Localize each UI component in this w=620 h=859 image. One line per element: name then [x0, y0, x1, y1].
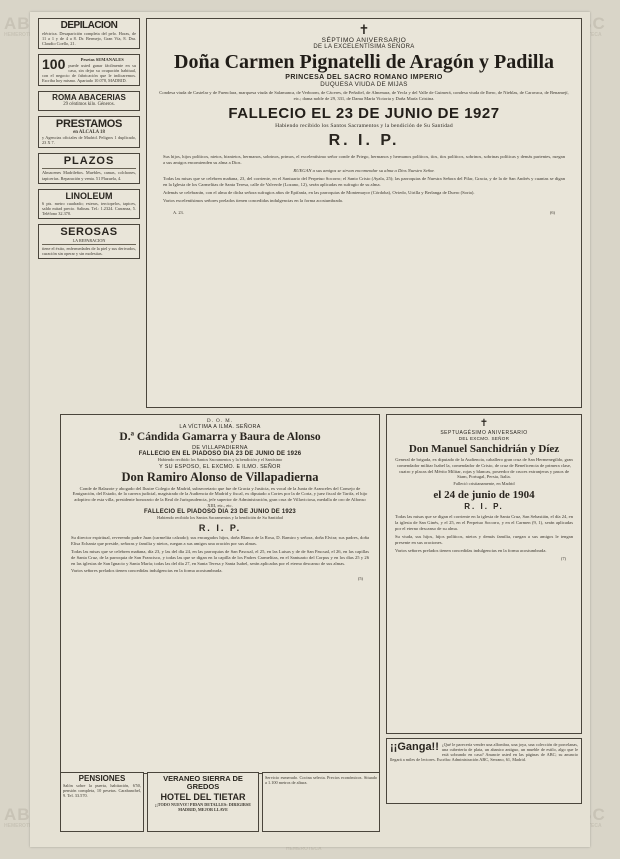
obituary-signature-right: (6) [549, 210, 555, 216]
obituary2-name-1: D.ª Cándida Gamarra y Baura de Alonso [119, 431, 321, 443]
ad-veraneo [147, 772, 259, 832]
anniversary-line-2: DE LA EXCELENTÍSIMA SEÑORA [313, 44, 415, 50]
ad-cien-pesetas-body: puede usted ganar fácilmente en su casa, sin dejar su ocupación habitual, con el negocio de fabricación que le indicaremos. Escriba hoy mismo. Apartado 10.078, MADRID. [42, 62, 136, 83]
bottom-ad-row [60, 772, 380, 832]
ad-plazos [38, 153, 140, 183]
ad-cien-pesetas [38, 54, 140, 86]
ad-veraneo-title: VERANEO SIERRA DE GREDOS [163, 774, 243, 792]
ad-serosas [38, 224, 140, 259]
obituary2-paragraph: Su director espiritual, reverendo padre Juan (carmelita calzado); sus encargados hijos, doña Blanca de la Rosa, D. Ramiro y señora, doña Elvira; sus padres, doña Elisa Echaniz que preside, señoras y familia y nietos, ruegan a sus amigos una oración por sus almas. [71, 534, 369, 546]
ad-depilacion-title: DEPILACION [60, 20, 118, 31]
obituary2-death-date-2: FALLECIO EL PIADOSO DIA 23 DE JUNIO DE 1923 [144, 509, 296, 516]
ad-prestamos [38, 116, 140, 149]
ad-ganga-title: ¡¡Ganga!! [390, 741, 439, 753]
obituary3-death-date: el 24 de junio de 1904 [433, 489, 535, 502]
watermark-abc: ABC HEMEROTECA [4, 805, 44, 829]
obituary3-paragraph: Su viuda, sus hijos, hijos políticos, nietos y demás familia, ruegan a sus amigos le tengan presente en sus oraciones. [395, 534, 573, 546]
ad-servicio [262, 772, 380, 832]
obituary2-paragraph: Varios señores prelados tienen concedidas indulgencias en la forma acostumbrada. [71, 568, 223, 574]
obituary-villapadierna [60, 414, 380, 774]
left-ad-column [38, 18, 140, 264]
sacraments-note: Habiendo recibido los Santos Sacramentos y la bendición de Su Santidad [275, 123, 453, 130]
deceased-title-2: DUQUESA VIUDA DE MIJAS [320, 81, 408, 88]
obituary3-lead-2: DEL EXCMO. SEÑOR [458, 436, 510, 441]
anniversary-line-1: SÉPTIMO ANIVERSARIO [321, 37, 407, 44]
ad-serosas-body: tiene el éxito, enfermedades de la piel y sus derivados, curación sin operar y sin molestias. [42, 245, 136, 256]
obituary3-titles: General de brigada, ex diputado de la Audiencia, caballero gran cruz de San Hermenegildo, gran comendador militar Isabel la, comendador de Cristo, de cruz de Beneficencia de primera clase, cuatro y placas del Mérito Militar, rojas y blancas, poseedor de cruces extranjeras y pasos de Siam, Portugal, Persia, Italia. [395, 457, 573, 480]
ad-linoleum [38, 189, 140, 219]
ad-prestamos-body: y Agencias oficiales de Madrid. Peligros 1 duplicado, 23 X 7. [42, 135, 136, 146]
obituary2-signature: (5) [357, 576, 363, 582]
obituary2-death-date-1: FALLECIO EN EL PIADOSO DIA 23 DE JUNIO DE 1926 [138, 450, 302, 457]
obituary2-lead: LA VÍCTIMA A ILMA. SEÑORA [179, 424, 261, 430]
obituary2-titles: Conde de Balazote y abogado del Ilustre Colegio de Madrid, subsecretario que fue de Gracia y Justicia, ex vocal de la Junta de Aranceles del Consejo de Emigración, del Estado, de la carrera judicial, magistrado de la Audiencia de Madrid y fiscal, ex diputado a Cortes por la de Coria, y juez fiscal de Tarifa, el hijo adoptivo de esta villa, presidente honorario de la Real de Jurisprudencia, jefe superior de Administración, gran cruz de Villaviciosa, medalla de oro de Alfonso XIII, etc., etc. [72, 485, 368, 508]
obituary-paragraph: RUEGAN a sus amigos se sirvan encomendar su alma a Dios Nuestro Señor. [293, 168, 435, 174]
dom-label: D. O. M. [207, 419, 233, 424]
ad-ganga [386, 738, 582, 804]
obituary-paragraph: Sus hijos, hijos políticos, nietos, biznietos, hermanos, sobrinos, primos, el excelentísimo señor conde de Priego, hermanos y hermanos políticos, tíos, tíos políticos, sobrinos, sobrinas políticas y demás parientes, ruegan a sus amigos encomienden su alma a Dios. [163, 154, 565, 166]
obituary-paragraph: Además se celebrarán, con el alma de dicha señora sufragios años de Epifanía, en las parroquias de Montemayor (Córdoba), Oviedo, Utrilla y Berlanga de Duero (Soria). [163, 190, 475, 196]
deceased-relatives: Condesa viuda de Castelar y de Fuenclara, marquesa viuda de Salamanca, de Verboom, de Cáceres, de Peñafiel, de Almenara, de Yecla y del Valle de Guimerá, condesa viuda de Ibero, de Nieblas, de Caravaca, de Benamejí, etc.; dama noble de 29, 331, de Dama María Victoria y Doña María Cristina. [159, 90, 569, 101]
obituary-paragraph: Todas las misas que se celebren mañana, 23, del corriente, en el Santuario del Perpetuo Socorro; el Santo Cristo (Ayala, 25); las parroquias de Nuestra Señora del Pilar, Gracia, y de la de San Andrés y cuantas se digan en la Iglesia de los Carmelitas de Santa Teresa, calle de Valverde (Lozano, 12), serán aplicadas en sufragio de su alma. [163, 176, 565, 188]
ad-roma-body: 29 céntimos kilo. Géneros. [63, 101, 115, 107]
obituary-sanchidrian [386, 414, 582, 734]
obituary2-sacraments-2: Habiendo recibido los Santos Sacramentos y la bendición de Su Santidad [157, 515, 283, 521]
rip-text: R. I. P. [328, 132, 400, 150]
obituary2-sacraments-1: Habiendo recibido los Santos Sacramentos y la bendición y el Santísimo [157, 456, 283, 462]
obituary-signature-left: A. 23. [173, 210, 184, 216]
ad-plazos-body: Almacenes Madrileños. Muebles, camas, colchones, tapicerías. Reparación y venta. 51 Plazuela, 4. [42, 170, 136, 181]
newspaper-page [30, 12, 590, 847]
watermark-abc: ABC HEMEROTECA [4, 14, 44, 38]
ad-prestamos-title: PRESTAMOS [55, 117, 123, 130]
ad-depilacion-body: eléctrica. Desaparición completa del pelo. Horas, de 11 a 1 y de 4 a 8. Dr. Bermejo, Gran Vía, 8. Dra. Claudio Coello, 21. [42, 31, 136, 47]
obituary3-paragraph: Varios señores prelados tienen concedidas indulgencias en la forma acostumbrada. [395, 548, 547, 554]
obituary3-lead-1: SEPTUAGÉSIMO ANIVERSARIO [440, 430, 528, 436]
deceased-name: Doña Carmen Pignatelli de Aragón y Padilla [174, 51, 554, 73]
obituary2-rip: R. I. P. [198, 522, 242, 533]
ad-cien-pesetas-title: 100 [42, 56, 66, 73]
obituary2-name-2: Don Ramiro Alonso de Villapadierna [121, 469, 319, 484]
death-date: FALLECIO EL 23 DE JUNIO DE 1927 [228, 105, 500, 123]
ad-depilacion [38, 18, 140, 49]
ad-linoleum-title: LINOLEUM [65, 190, 113, 201]
obituary2-mid-lead: Y SU ESPOSO, EL EXCMO. E ILMO. SEÑOR [159, 463, 281, 470]
obituary3-rip: R. I. P. [464, 502, 504, 512]
ad-pensiones-body: Salón sobre la puerta, habitación, 6'50, pensión completa, 10 pesetas. Carabanchel, 9. Tel. 33.570. [63, 783, 141, 799]
ad-servicio-body: Servicio esmerado. Cocina selecta. Precios económicos. Situado a 1.100 metros de altura. [265, 775, 377, 786]
cross-icon: ✝ [358, 22, 370, 37]
ad-roma-abacerias [38, 91, 140, 111]
deceased-title-1: PRINCESA DEL SACRO ROMANO IMPERIO [285, 74, 443, 81]
obituary3-signature: (7) [560, 556, 566, 562]
watermark-abc: HEMEROTECA [286, 846, 322, 852]
ad-linoleum-body: 6 pts. metro cuadrado; esteras, terciopelos, tapices, saldo mitad precio. Salinas. Tel.: 1.2324. Carranza, 5. Teléfono 32.370. [42, 200, 136, 216]
ad-cien-pesetas-subtitle: Pesetas SEMANALES [80, 57, 124, 63]
ad-pensiones [60, 772, 144, 832]
obituary3-name: Don Manuel Sanchidrián y Díez [408, 443, 560, 455]
ad-roma-title: ROMA ABACERIAS [52, 92, 126, 102]
ad-ganga-body: ¿Qué le parecería vender una alfombra, una joya, una colección de porcelanas, una cubertería de plata, un abanico antiguo, un mueble de estilo, algo que le está sobrando en casa? Anuncie usted en las páginas de ABC; su anuncio llegará a miles de lectores. Escriba: Administración ABC, Serrano, 61, Madrid. [390, 742, 578, 763]
obituary-paragraph: Varios excelentísimos señores prelados tienen concedidas indulgencias en la forma acostumbrada. [163, 198, 343, 204]
obituary3-death-city: Falleció cristianamente, en Madrid [453, 481, 515, 487]
ad-plazos-title: PLAZOS [63, 155, 115, 168]
ad-serosas-subtitle: LA REPARACION [72, 237, 106, 243]
ad-veraneo-subtitle: HOTEL DEL TIETAR [160, 791, 246, 802]
obituary2-paragraph: Todas las misas que se celebren mañana, día 23, y las del día 24, en las parroquias de San Pascual, el 25, en las Luisas y de de San Pascual, el 26, en las capillas de Santa Cruz, de la parroquia de San Francisco, y todas las que se digan en la capilla de los Padres Carmelitas, en el Santuario del Corpus y en los días 25 y 26 en las iglesias de San Ignacio y Santa María; todas las del día 27, en Santa Teresa y Santa Isabel, serán aplicadas por el eterno descanso de sus almas. [71, 548, 369, 566]
cross-icon: ✝ [479, 418, 489, 429]
obituary2-name-1-sub: DE VILLAPADIERNA [192, 444, 248, 451]
ad-pensiones-title: PENSIONES [78, 774, 126, 783]
main-obituary [146, 18, 582, 408]
ad-veraneo-body: ¡¡TODO NUEVO!! PIDAN DETALLES: DIRIGIRSE MADRID, MEJOR LLAVE [154, 801, 252, 812]
ad-prestamos-subtitle: en ALCALA 18 [73, 129, 105, 135]
ad-serosas-title: SEROSAS [60, 225, 118, 238]
obituary3-paragraph: Todas las misas que se digan el corriente en la iglesia de Santa Cruz, San Sebastián, el día 24, en la iglesia de San Ginés, y el 25, en el Perpetuo Socorro, y en el Carmen (9, 1), serán aplicadas por el eterno descanso de su alma. [395, 514, 573, 532]
